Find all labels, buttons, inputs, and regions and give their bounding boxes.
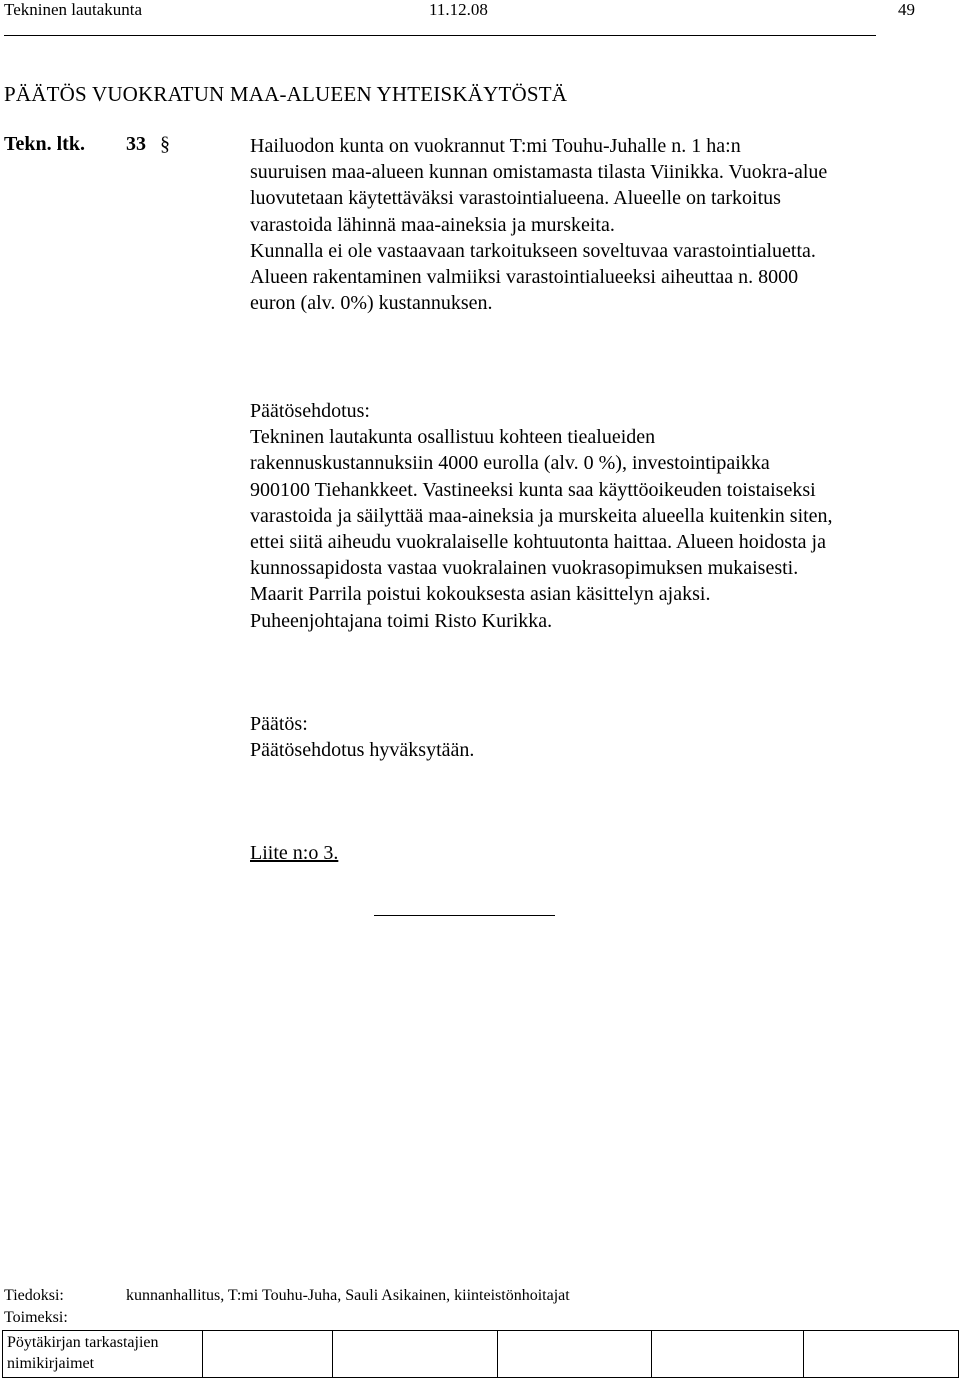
- intro-paragraph: [250, 133, 827, 316]
- page-number: 49: [898, 0, 915, 19]
- intro-line: varastoida lähinnä maa-aineksia ja murskeita.: [250, 213, 615, 236]
- section-symbol: §: [160, 133, 170, 155]
- header-committee: Tekninen lautakunta: [4, 0, 143, 19]
- decision-section: [250, 711, 474, 763]
- signature-label-cell: [3, 1331, 203, 1378]
- proposal-line: varastoida ja säilyttää maa-aineksia ja murskeita alueella kuitenkin siten,: [250, 504, 833, 527]
- decision-label: Päätös:: [250, 713, 308, 735]
- tiedoksi-value: kunnanhallitus, T:mi Touhu-Juha, Sauli Asikainen, kiinteistönhoitajat: [126, 1287, 570, 1304]
- signature-cell: [498, 1331, 652, 1378]
- proposal-line: ettei siitä aiheudu vuokralaiselle kohtuutonta haittaa. Alueen hoidosta ja: [250, 531, 826, 554]
- end-rule: [374, 915, 555, 916]
- section-number: 33: [126, 133, 146, 155]
- header-date: 11.12.08: [429, 0, 488, 19]
- proposal-label: Päätösehdotus:: [250, 400, 370, 422]
- signature-label-line2: nimikirjaimet: [7, 1355, 95, 1372]
- signature-cell: [203, 1331, 333, 1378]
- proposal-section: [250, 398, 833, 634]
- tiedoksi-label: Tiedoksi:: [4, 1287, 64, 1304]
- section-body: Tekn. ltk.: [4, 133, 85, 155]
- document-title: PÄÄTÖS VUOKRATUN MAA-ALUEEN YHTEISKÄYTÖSTÄ: [4, 82, 568, 106]
- proposal-line: rakennuskustannuksiin 4000 eurolla (alv. 0 %), investointipaikka: [250, 452, 770, 475]
- intro-line: Kunnalla ei ole vastaavaan tarkoitukseen soveltuvaa varastointialuetta.: [250, 239, 816, 262]
- proposal-line: Puheenjohtajana toimi Risto Kurikka.: [250, 609, 553, 632]
- intro-line: Hailuodon kunta on vuokrannut T:mi Touhu-Juhalle n. 1 ha:n: [250, 135, 741, 157]
- attachment-reference: Liite n:o 3.: [250, 842, 339, 864]
- signature-table: [2, 1330, 959, 1378]
- signature-label-line1: Pöytäkirjan tarkastajien: [7, 1334, 159, 1351]
- header-rule: [4, 35, 876, 36]
- signature-cell: [333, 1331, 498, 1378]
- proposal-line: 900100 Tiehankkeet. Vastineeksi kunta saa käyttöoikeuden toistaiseksi: [250, 478, 816, 501]
- proposal-line: kunnossapidosta vastaa vuokralainen vuokrasopimuksen mukaisesti.: [250, 557, 799, 580]
- signature-cell: [652, 1331, 804, 1378]
- intro-line: luovutetaan käytettäväksi varastointialueena. Alueelle on tarkoitus: [250, 187, 781, 210]
- intro-line: euron (alv. 0%) kustannuksen.: [250, 292, 493, 315]
- proposal-line: Maarit Parrila poistui kokouksesta asian käsittelyn ajaksi.: [250, 583, 711, 606]
- intro-line: suuruisen maa-alueen kunnan omistamasta tilasta Viinikka. Vuokra-alue: [250, 161, 828, 184]
- intro-line: Alueen rakentaminen valmiiksi varastointialueeksi aiheuttaa n. 8000: [250, 266, 799, 289]
- proposal-line: Tekninen lautakunta osallistuu kohteen tiealueiden: [250, 426, 656, 449]
- decision-text: Päätösehdotus hyväksytään.: [250, 739, 475, 762]
- toimeksi-label: Toimeksi:: [4, 1309, 68, 1326]
- signature-cell: [804, 1331, 959, 1378]
